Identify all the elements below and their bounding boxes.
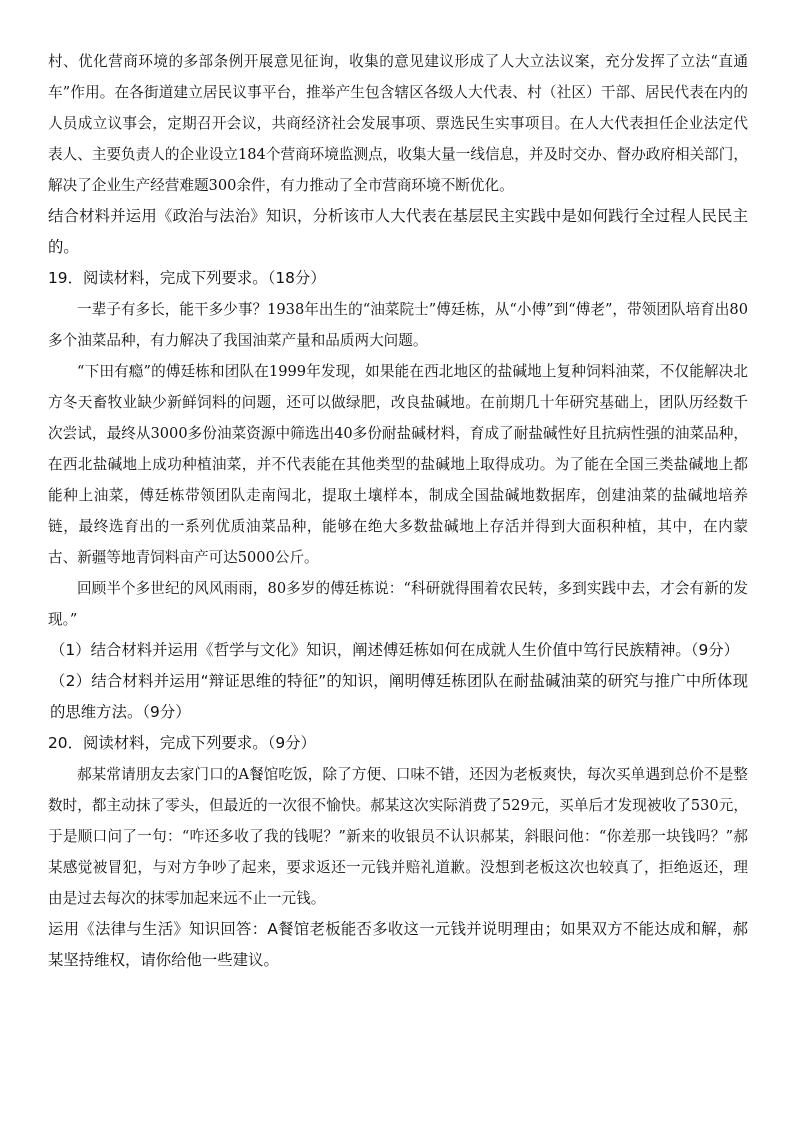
q19-material-paragraph-3: 回顾半个多世纪的风风雨雨，80多岁的傅廷栋说：“科研就得围着农民转，多到实践中去，才会有新的发现。” bbox=[48, 580, 748, 628]
q20-material-paragraph: 郝某常请朋友去家门口的A餐馆吃饭，除了方便、口味不错，还因为老板爽快，每次买单遇到总价不是整数时，都主动抹了零头，但最近的一次很不愉快。郝某这次实际消费了529元，买单后才发现被收了530元，于是顺口问了一句：“咋还多收了我的钱呢？”新来的收银员不认识郝某，斜眼问他：“你差那一块钱吗？”郝某感觉被冒犯，与对方争吵了起来，要求返还一元钱并赔礼道歉。没想到老板这次也较真了，拒绝返还，理由是过去每次的抹零加起来远不止一元钱。 bbox=[48, 766, 748, 907]
q19-material-paragraph-1: 一辈子有多长，能干多少事？1938年出生的“油菜院士”傅廷栋，从“小傅”到“傅老”，带领团队培育出80多个油菜品种，有力解决了我国油菜产量和品质两大问题。 bbox=[48, 301, 748, 349]
q18-material-continued: 村、优化营商环境的多部条例开展意见征询，收集的意见建议形成了人大立法议案，充分发挥了立法“直通车”作用。在各街道建立居民议事平台，推举产生包含辖区各级人大代表、村（社区）干部、居民代表在内的人员成立议事会，定期召开会议，共商经济社会发展事项、票选民生实事项目。在人大代表担任企业法定代表人、主要负责人的企业设立184个营商环境监测点，收集大量一线信息，并及时交办、督办政府相关部门，解决了企业生产经营难题300余件，有力推动了全市营商环境不断优化。 bbox=[48, 53, 748, 194]
q18-question: 结合材料并运用《政治与法治》知识，分析该市人大代表在基层民主实践中是如何践行全过程人民民主的。 bbox=[48, 207, 748, 256]
q19-material-paragraph-2: “下田有瘾”的傅廷栋和团队在1999年发现，如果能在西北地区的盐碱地上复种饲料油菜，不仅能解决北方冬天畜牧业缺少新鲜饲料的问题，还可以做绿肥，改良盐碱地。在前期几十年研究基础上，团队历经数千次尝试，最终从3000多份油菜资源中筛选出40多份耐盐碱材料，育成了耐盐碱性好且抗病性强的油菜品种，在西北盐碱地上成功种植油菜，并不代表能在其他类型的盐碱地上取得成功。为了能在全国三类盐碱地上都能种上油菜，傅廷栋带领团队走南闯北，提取土壤样本，制成全国盐碱地数据库，创建油菜的盐碱地培养链，最终选育出的一系列优质油菜品种，能够在绝大多数盐碱地上存活并得到大面积种植，其中，在内蒙古、新疆等地青饲料亩产可达5000公斤。 bbox=[48, 363, 748, 566]
q19-subquestion-1: （1）结合材料并运用《哲学与文化》知识，阐述傅廷栋如何在成就人生价值中笃行民族精神。（9分） bbox=[50, 641, 740, 659]
q20-heading: 20．阅读材料，完成下列要求。（9分） bbox=[48, 734, 316, 752]
q19-subquestion-2: （2）结合材料并运用“辩证思维的特征”的知识，阐明傅廷栋团队在耐盐碱油菜的研究与推广中所体现的思维方法。（9分） bbox=[50, 672, 748, 721]
q19-heading: 19．阅读材料，完成下列要求。（18分） bbox=[48, 269, 326, 287]
q20-question: 运用《法律与生活》知识回答：A餐馆老板能否多收这一元钱并说明理由；如果双方不能达成和解，郝某坚持维权，请你给他一些建议。 bbox=[48, 920, 748, 969]
exam-page bbox=[48, 46, 748, 976]
